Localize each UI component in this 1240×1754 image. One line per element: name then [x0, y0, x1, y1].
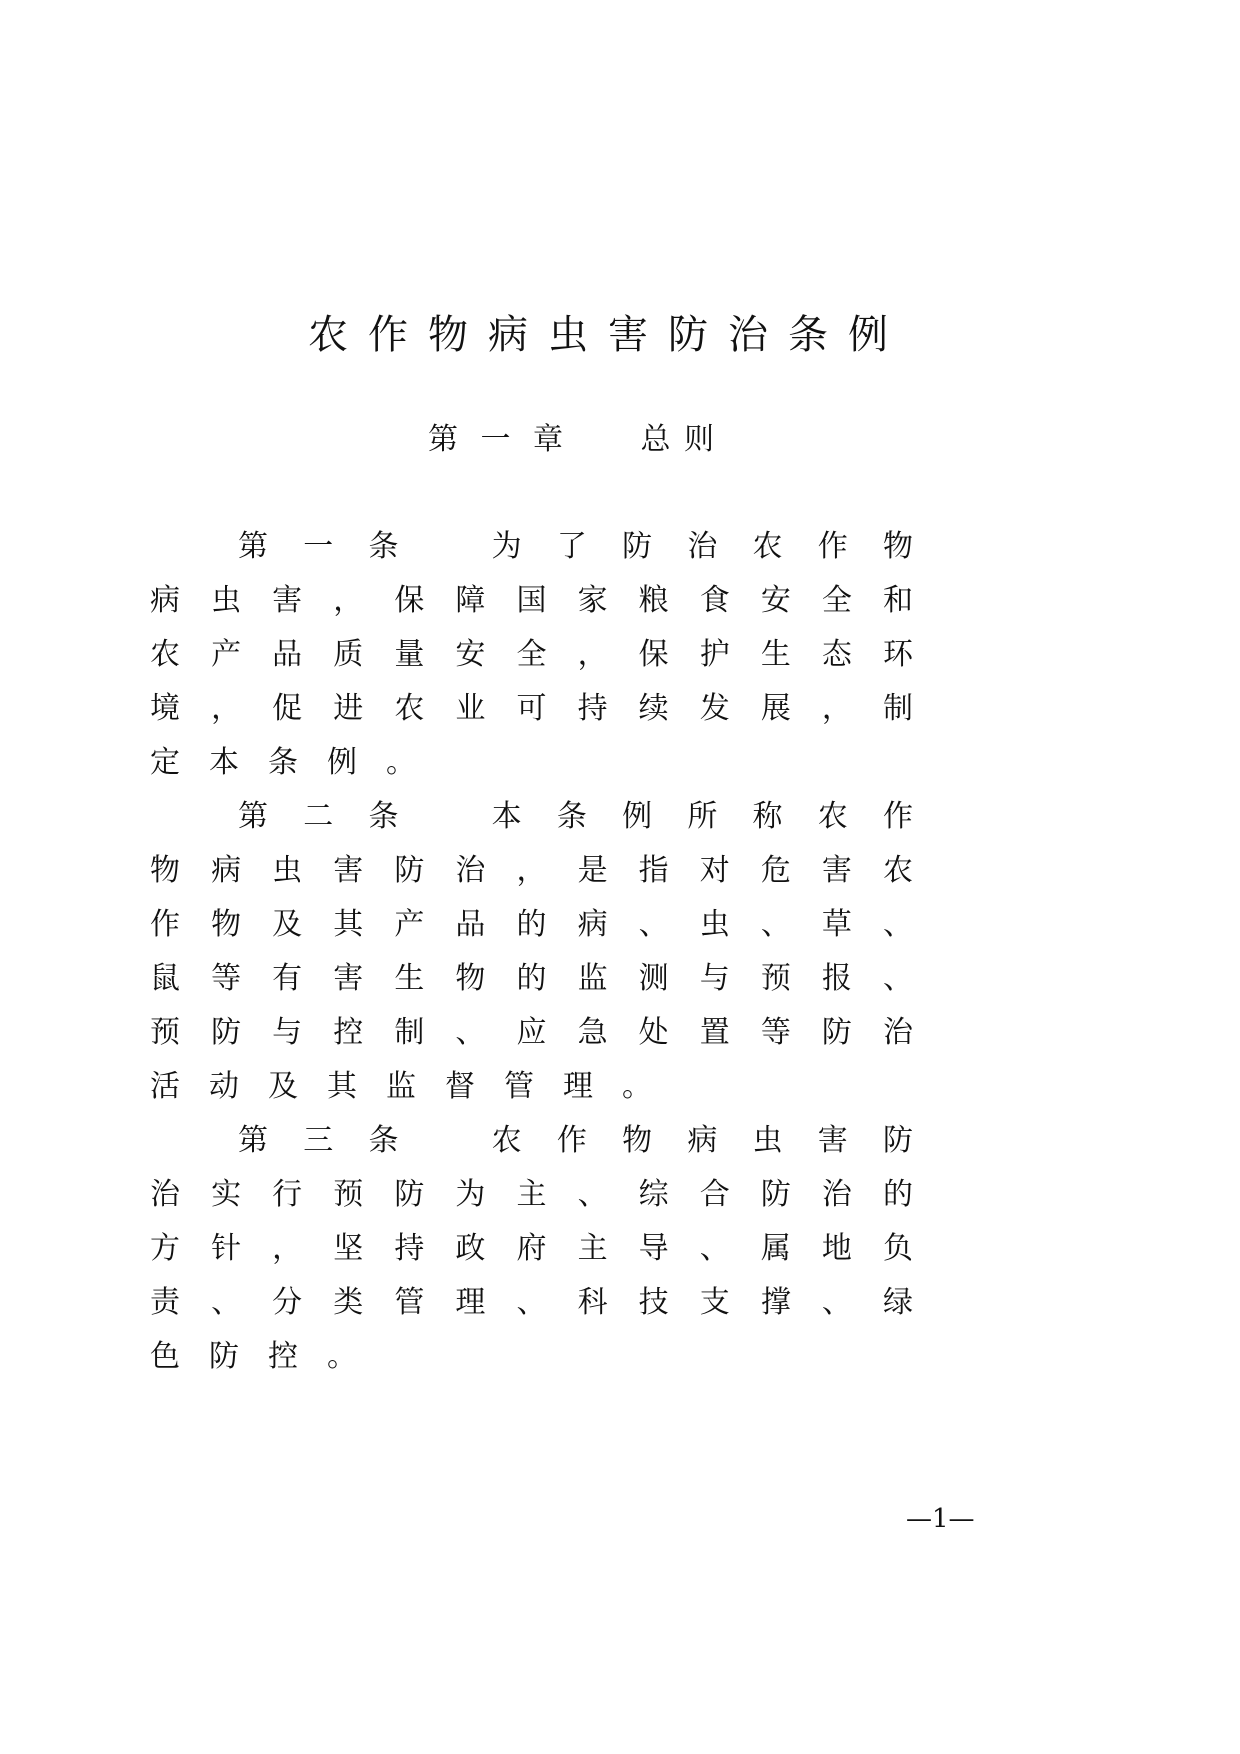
article-2-text: 本条例所称农作物病虫害防治，是指对危害农作物及其产品的病、虫、草、鼠等有害生物的监测与预报、预防与控制、应急处置等防治活动及其监督管理。: [150, 799, 943, 1104]
page-number: —1—: [906, 1504, 975, 1534]
chapter-heading: [428, 420, 728, 460]
article-1: [150, 520, 942, 790]
article-1-heading: 第一条: [238, 529, 434, 564]
chapter-name: 总则: [640, 422, 728, 457]
article-3-text: 农作物病虫害防治实行预防为主、综合防治的方针，坚持政府主导、属地负责、分类管理、科技支撑、绿色防控。: [150, 1123, 943, 1374]
article-2-heading: 第二条: [238, 799, 434, 834]
article-3-heading: 第三条: [238, 1123, 434, 1158]
article-1-text: 为了防治农作物病虫害，保障国家粮食安全和农产品质量安全，保护生态环境，促进农业可持续发展，制定本条例。: [150, 529, 943, 780]
article-3: [150, 1114, 942, 1384]
chapter-number: 第一章: [428, 422, 586, 457]
document-title: 农作物病虫害防治条例: [308, 312, 908, 358]
article-2: [150, 790, 942, 1114]
